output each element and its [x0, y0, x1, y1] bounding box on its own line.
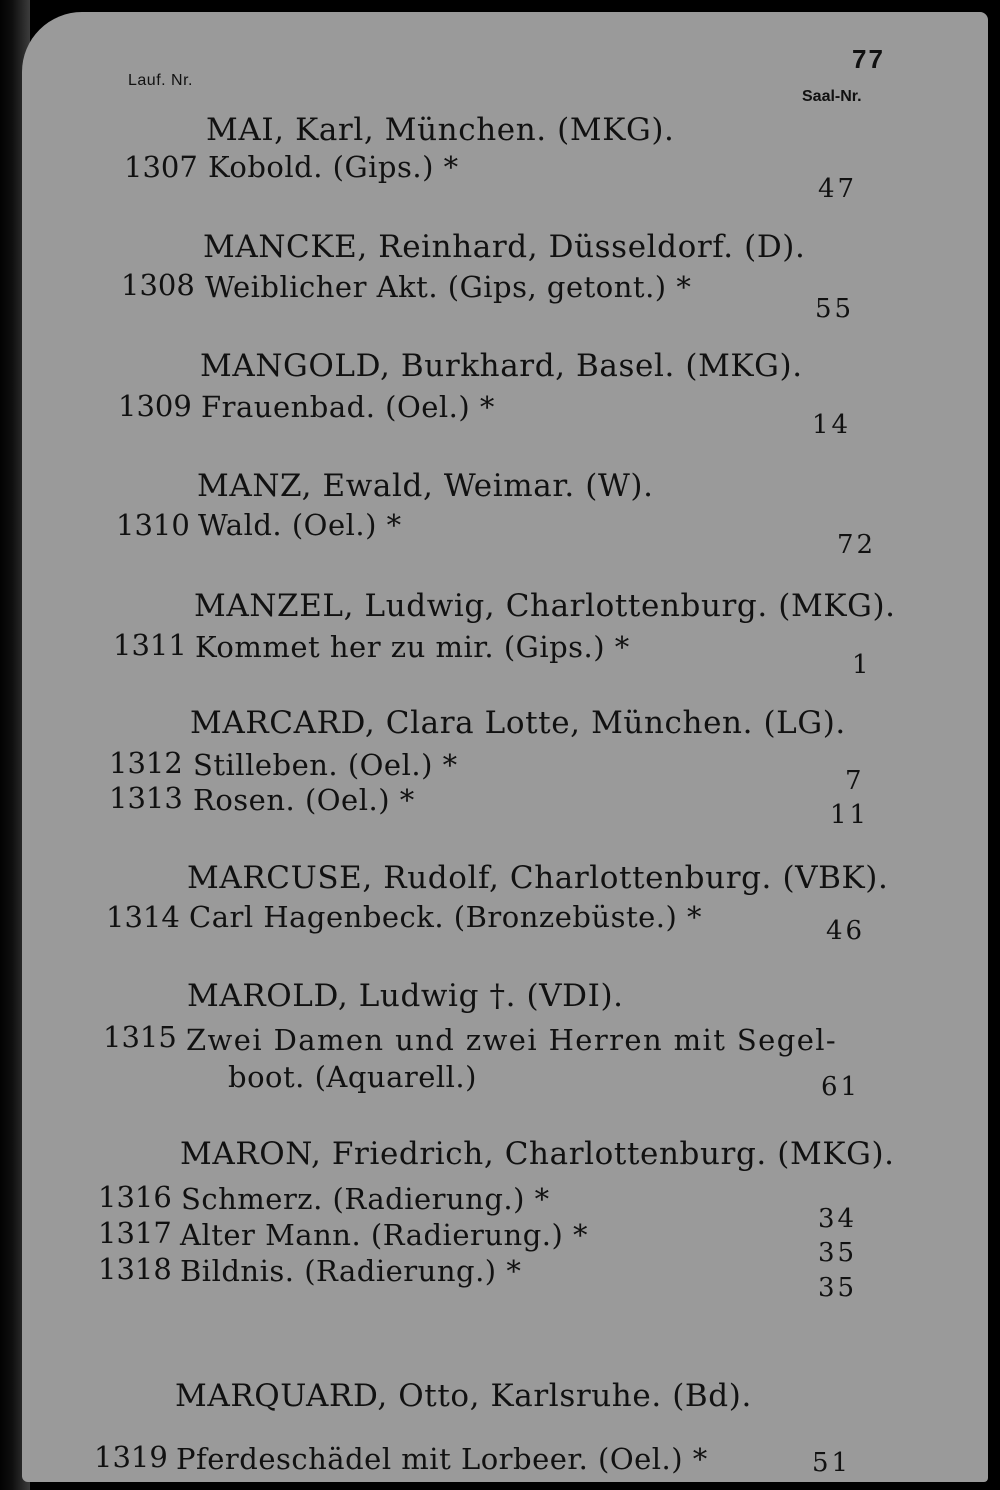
room-number: 35 — [818, 1238, 858, 1268]
artist-heading: MANGOLD, Burkhard, Basel. (MKG). — [200, 348, 803, 384]
catalog-number: 1311 — [113, 628, 187, 662]
work-title: Schmerz. (Radierung.) * — [181, 1182, 550, 1216]
running-number-header: Lauf. Nr. — [128, 72, 193, 89]
catalog-number: 1313 — [109, 781, 183, 815]
page-number: 77 — [852, 44, 885, 74]
room-number-header: Saal-Nr. — [802, 88, 862, 105]
room-number: 61 — [821, 1072, 861, 1102]
catalog-number: 1316 — [98, 1180, 172, 1214]
room-number: 7 — [845, 766, 865, 796]
room-number: 72 — [837, 530, 877, 560]
catalog-number: 1312 — [109, 746, 183, 780]
work-title: Bildnis. (Radierung.) * — [180, 1254, 522, 1288]
artist-heading: MARCUSE, Rudolf, Charlottenburg. (VBK). — [187, 860, 889, 896]
room-number: 51 — [812, 1448, 852, 1478]
work-title: Wald. (Oel.) * — [198, 508, 402, 542]
artist-heading: MARON, Friedrich, Charlottenburg. (MKG). — [180, 1136, 895, 1172]
room-number: 1 — [852, 650, 872, 680]
room-number: 55 — [815, 294, 855, 324]
artist-heading: MANZ, Ewald, Weimar. (W). — [197, 468, 654, 504]
work-title-continuation: boot. (Aquarell.) — [228, 1060, 477, 1094]
catalog-number: 1310 — [116, 508, 190, 542]
work-title: Frauenbad. (Oel.) * — [201, 390, 495, 424]
artist-heading: MANCKE, Reinhard, Düsseldorf. (D). — [203, 229, 806, 265]
catalog-number: 1307 — [124, 150, 198, 184]
work-title: Carl Hagenbeck. (Bronzebüste.) * — [189, 900, 703, 934]
work-title: Alter Mann. (Radierung.) * — [180, 1218, 589, 1252]
room-number: 11 — [830, 800, 870, 830]
artist-heading: MAI, Karl, München. (MKG). — [206, 112, 675, 148]
artist-heading: MARCARD, Clara Lotte, München. (LG). — [190, 705, 846, 741]
catalog-number: 1314 — [106, 900, 180, 934]
work-title: Pferdeschädel mit Lorbeer. (Oel.) * — [176, 1442, 708, 1476]
room-number: 35 — [818, 1273, 858, 1303]
artist-heading: MANZEL, Ludwig, Charlottenburg. (MKG). — [194, 588, 896, 624]
work-title: Kommet her zu mir. (Gips.) * — [195, 630, 630, 664]
room-number: 34 — [818, 1204, 858, 1234]
catalog-number: 1317 — [98, 1216, 172, 1250]
catalog-number: 1308 — [121, 268, 195, 302]
work-title: Kobold. (Gips.) * — [208, 150, 459, 184]
catalog-number: 1319 — [94, 1440, 168, 1474]
work-title: Zwei Damen und zwei Herren mit Segel- — [186, 1023, 838, 1057]
artist-heading: MARQUARD, Otto, Karlsruhe. (Bd). — [175, 1378, 752, 1414]
work-title: Weiblicher Akt. (Gips, getont.) * — [205, 270, 692, 304]
room-number: 46 — [826, 916, 866, 946]
work-title: Stilleben. (Oel.) * — [193, 748, 458, 782]
work-title: Rosen. (Oel.) * — [193, 783, 415, 817]
room-number: 14 — [812, 410, 852, 440]
catalog-number: 1315 — [103, 1020, 177, 1054]
catalog-number: 1309 — [118, 389, 192, 423]
artist-heading: MAROLD, Ludwig †. (VDI). — [187, 978, 624, 1014]
catalog-number: 1318 — [98, 1252, 172, 1286]
room-number: 47 — [818, 174, 858, 204]
